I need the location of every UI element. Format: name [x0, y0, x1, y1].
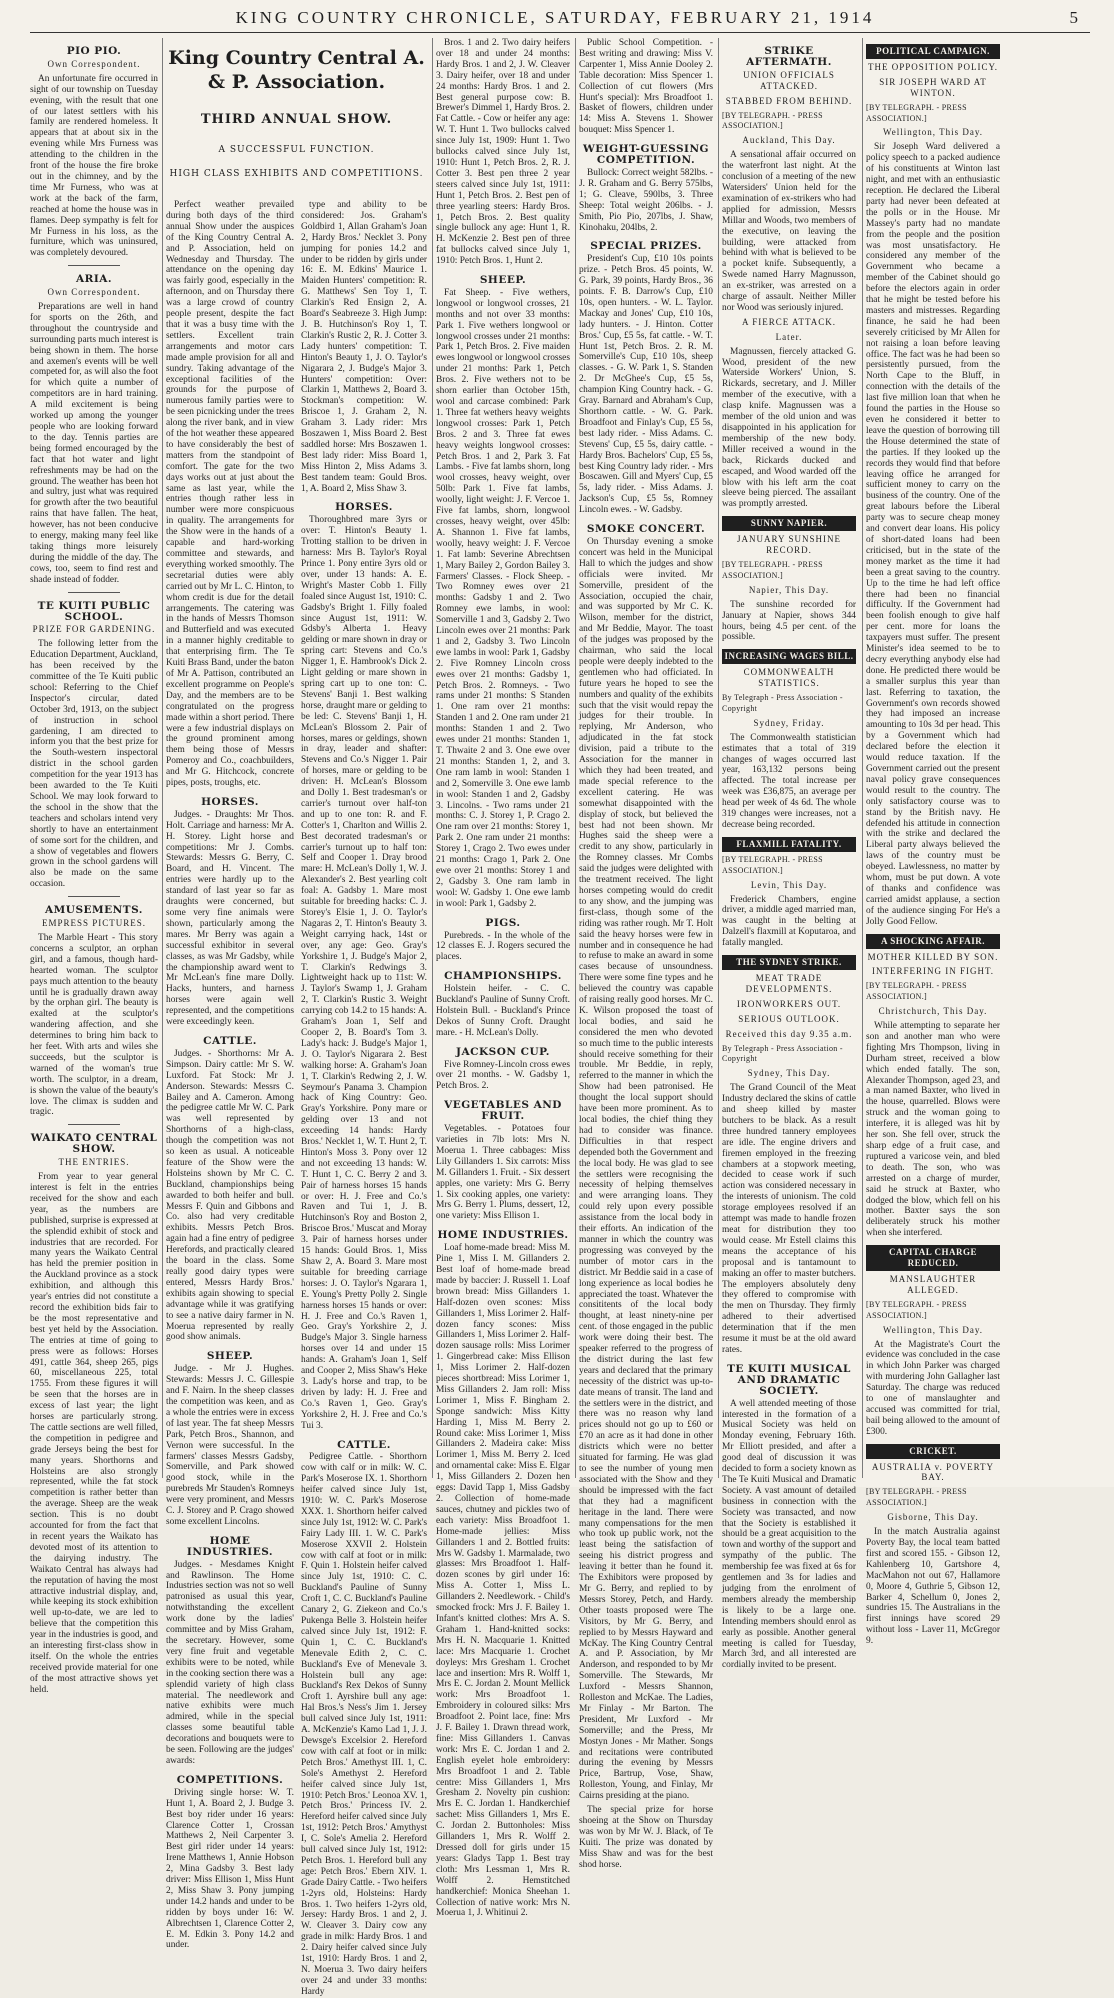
show-report-title: King Country Central A. & P. Association.: [168, 47, 425, 93]
section-heading: HORSES.: [201, 795, 259, 808]
article-text: The following letter from the Education Department, Auckland, has been received by the committee of the Te Kuiti public school: Referring to the Chief Inspector's circular, dated October 3rd, 1913, on the subject of instruction in school gardening, I am directed to inform you that the best prize for the South-western inspectoral district in the school garden competition for the year 1913 has been awarded to the Te Kuiti School. We may look forward to the school in the show that the teachers and scholars intend very shortly to have an entertainment of some sort for the children, and a show of vegetables and flowers grown in the school gardens will also be made on the same occasion.: [30, 639, 158, 890]
article-text: Judges. - Mesdames Knight and Rawlinson. The Home Industries section was not so well patronised as usual this year, notwithstanding the excellent work done by the ladies' committee and by Miss Graham, the secretary. However, some very fine fruit and vegetable exhibits were to be noted, while in the cooking section there was a splendid variety of high class material. The needlework and native exhibits were much admired, while in the special classes some beautiful table decorations and bouquets were to be seen. Following are the judges' awards:: [166, 1559, 294, 1766]
article-text: Frederick Chambers, engine driver, a middle aged married man, was caught in the belting at Dalzell's flaxmill at Koputaroa, and fatally mangled.: [722, 894, 856, 949]
article-text: Judge. - Mr J. Hughes. Stewards: Messrs J. C. Gillespie and F. Nairn. In the sheep classes the competition was keen, and as a whole the entries were in excess of last year. The fat sheep Messrs Park, Petch Bros., Shannon, and Vernon were successful. In the farmers' classes Messrs Gadsby, Somerville, and Park showed good stock, while in the purebreds Mr Stauden's Romneys were very prominent, and Messrs C. J. Storey and P. Crago showed some excellent Lincolns.: [166, 1364, 294, 1527]
section-heading: WEIGHT-GUESSING COMPETITION.: [582, 143, 710, 167]
byline: Own Correspondent.: [47, 287, 141, 298]
dateline: Gisborne, This Day.: [887, 1512, 979, 1523]
subheadline: IRONWORKERS OUT.: [736, 998, 842, 1009]
divider: [68, 896, 119, 897]
headline-strike: STRIKE AFTERMATH.: [746, 45, 832, 68]
byline: By Telegraph - Press Association - Copyright: [722, 1043, 843, 1064]
section-heading: SHEEP.: [479, 274, 527, 287]
divider: [68, 592, 119, 593]
column-1: [30, 38, 158, 1695]
byline: [BY TELEGRAPH. - PRESS ASSOCIATION.]: [866, 981, 967, 1002]
article-text: type and ability to be considered: Jos. Graham's Goldbird 1, Allan Graham's Joan 2, Hardy Bros.' Necklet 3. Pony jumping for ponies 14.2 and under to be ridden by girls under 16: E. M. Edkins' Maurice 1. Maiden Hunters' competition: R. G. Matthews' Sen Toy 1, T. Clarkin's Red Ensign 2, A. Board's Seabreeze 3. High Jump: J. B. Hutchinson's Roy 1, T. Clarkin's Rustic 2, R. J. Cotter 3. Lady hunters' competition: T. Hinton's Beauty 1, J. O. Taylor's Nigarara 2, J. Budge's Major 3. Hunters' competition: Over: Clarkin 1, Matthews 2, Board 3. Stockman's competition: W. Briscoe 1, J. Graham 2, N. Graham 3. Lady rider: Mrs Boszawen 1, Miss Board 2. Best saddled horse: Mrs Boszawen 1. Best lady rider: Miss Board 1, Miss Hinton 2, Miss Adams 3. Best tandem team: Gould Bros. 1, A. Board 2, Miss Shaw 3.: [301, 200, 427, 494]
byline: [BY TELEGRAPH. - PRESS ASSOCIATION.]: [866, 102, 967, 123]
dateline: Received this day 9.35 a.m.: [725, 1028, 853, 1039]
article-text: Purebreds. - In the whole of the 12 classes E. J. Rogers secured the places.: [436, 930, 570, 963]
article-text: Judges. - Draughts: Mr Thos. Holt. Carriage and harness: Mr A. H. Storey. Light horse and competitions: Mr J. Combs. Stewards: Messrs G. Berry, C. Board, and H. Vincent. The entries were hardly up to the standard of last year so far as draughts were concerned, but some very fine animals were shown, particularly among the mares. Mr Berry was again a successful exhibitor in several classes, as was Mr Gadsby, while the championship award went to Mr McLean's fine mare Dolly. Hacks, hunters, and harness horses were again well represented, and the competitions were exceedingly keen.: [166, 809, 294, 1028]
article-text: Loaf home-made bread: Miss M. Pine 1, Miss I. M. Gillanders 2. Best loaf of home-made bread made by baccier: J. Russell 1. Loaf brown bread: Miss Gillanders 1. Half-dozen oven scones: Miss Gillanders 1, Miss Lorimer 2. Half-dozen fancy scones: Miss Gillanders 1, Miss Lorimer 2. Half-dozen sausage rolls: Miss Lorimer 1. Gingerbread cake: Miss Ellison 1, Miss Lorimer 2. Half-dozen pieces shortbread: Miss Lorimer 1, Miss Gillanders 2. Jam roll: Miss Lorimer 1, Miss F. Bingham 2. Sponge sandwich: Miss Kitty Harding 1, Miss M. Berry 2. Round cake: Miss Lorimer 1, Miss Gillanders 2. Madeira cake: Miss Lorimer 1, Miss M. Berry 2. Iced and ornamental cake: Miss E. Elgar 1, Miss Gillanders 2. Dozen hen eggs: David Tapp 1, Miss Gadsby 2. Collection of home-made sauces, chutney and pickles two of each variety: Miss Broadfoot 1. Home-made jellies: Miss Gillanders 1 and 2. Bottled fruits: Mrs W. Gadsby 1. Marmalade, two glasses: Mrs Broadfoot 1. Half-dozen scones by girl under 16: Miss A. Cotter 1, Miss L. Gillanders 2. Needlework. - Child's smocked frock: Mrs J. F. Bailey 1. Infant's knitted clothes: Mrs A. S. Graham 1. Hand-knitted socks: Mrs H. N. Macquarie 1. Knitted lace: Mrs Macquarie 1. Crochet doyleys: Mrs Gresham 1. Crochet lace and insertion: Mrs R. Wolff 1, Mrs E. C. Jordan 2. Mount Mellick work: Mrs Broadfoot 1. Embroidery in coloured silks: Mrs Broadfoot 2. Point lace, fine: Mrs J. F. Bailey 1. Drawn thread work, fine: Miss Gillanders 1. Canvas work: Mrs E. C. Jordan 1 and 2. English eyelet hole embroidery: Mrs Broadfoot 1 and 2. Table centre: Miss Gillanders 1, Mrs Gresham 2. Novelty pin cushion: Mrs E. C. Jordan 1. Handkerchief sachet: Miss Gillanders 1, Mrs E. C. Jordan 2. Buttonholes: Miss Gillanders 1, Mrs R. Wolff 2. Dressed doll for girls under 15 years: Gladys Tapp 1. Best tray cloth: Mrs Lessman 1, Mrs R. Wolff 2. Hemstitched handkerchief: Monica Sheehan 1. Collection of native work: Mrs N. Moerua 1, J. Whitinui 2.: [436, 1243, 570, 1919]
article-text: An unfortunate fire occurred in sight of our township on Tuesday evening, with the result that one of our latest settlers with his family are rendered homeless. It appears that at about six in the evening while Mrs Furness was attending to the children in the front of the house the fire broke out in the chimney, and by the time Mr Furness, who was at work at the back of the farm, reached at home the house was in flames. Deep sympathy is felt for Mr Furness in his loss, as the furniture, which was uninsured, was completely devoured.: [30, 73, 158, 259]
dateline: Napier, This Day.: [748, 584, 830, 595]
column-5: [579, 38, 713, 1870]
byline: [BY TELEGRAPH. - PRESS ASSOCIATION.]: [866, 1299, 967, 1320]
article-text: On Thursday evening a smoke concert was held in the Municipal Hall to which the judges and show officials were invited. Mr Somerville, president of the Association, occupied the chair, and was supported by Mr C. K. Wilson, member for the district, and Mr Beddie, Mayor. The toast of the judges was proposed by the chairman, who said the local people were deeply indebted to the gentlemen who had officiated. In future years he hoped to see the numbers and quality of the exhibits such that the visit would repay the judges for their trouble. In replying, Mr Anderson, who adjudicated in the fat stock division, paid a tribute to the Association for the manner in which they had been treated, and made special reference to the excellent catering. He was somewhat disappointed with the display of stock, but believed the best had not been shown. Mr Hughes said the sheep were a credit to any show, particularly in the Romney classes. Mr Combs said the judges were delighted with the treatment received. The light horses competing would do credit to any show, and the jumping was first-class, though some of the riding was rather rough. Mr T. Holt said the heavy horses were few in number and in consequence he had to refuse to make an award in some cases because of unsoundness. There were some fine types and he believed the country was capable of raising really good horses. Mr C. K. Wilson proposed the toast of local bodies, and said he considered the men who devoted so much time to the public interests should receive something for their trouble. Mr Beddie, in reply, referred to the manner in which the Show had been patronised. He thought the local support should have been more prominent. As to local bodies, the chief thing they had to consider was finance. Difficulties in that respect depended both the Government and the local body. He was glad to see the settlers were recognising the necessity of helping themselves and were arranging loans. They could rely upon every possible assistance from the local body in their efforts. An indication of the manner in which the country was progressing was conveyed by the number of motor cars in the district. Mr Beddie said in a case of long experience as local bodies he appreciated the toast. Whatever the consititents of the local body thought, at least ninety-nine per cent. of those engaged in the public work were doing their best. The speaker referred to the progress of the district during the last few years and declared that the primary necessity of the district was up-to-date means of transit. The land and the settlers were in the district, and there was no reason why land prices should not go up to £60 or £70 an acre as it had done in other districts which were no better situated for farming. He was glad to see the number of young men associated with the Show and they should be impressed with the fact that they had a magnificent heritage in the land. There were many compensations for the men who took up public work, not the least being the satisfaction of seeing his district progress and leaving it better than he found it. The Exhibitors were proposed by Mr G. Berry, and replied to by Messrs Storey, Petch, and Hardy. Other toasts proposed were The Visitors, by Mr G. Berry, and replied to by Messrs Hayward and McKay. The King Country Central A. and P. Association, by Mr Anderson, and responded to by Mr Somerville. The Stewards, Mr Luxford - Messrs Shannon, Rolleston and McKae. The Ladies, Mr Finlay - Mr Barton. The President, Mr Luxford - Mr Somerville; and the Press, Mr Mostyn Jones - Mr Mather. Songs and recitations were contributed during the evening by Messrs Price, Bartrup, Vose, Shaw, Rolleston, Young, and Finlay, Mr Cairns presiding at the piano.: [579, 536, 713, 1802]
headline-capital-charge: CAPITAL CHARGE REDUCED.: [866, 1245, 1000, 1271]
section-heading: HOME INDUSTRIES.: [437, 1229, 569, 1242]
divider: [68, 1124, 119, 1125]
column-2: [166, 200, 294, 1951]
subheadline: INTERFERING IN FIGHT.: [871, 966, 995, 977]
dateline: Christchurch, This Day.: [878, 1006, 988, 1017]
headline-wages: INCREASING WAGES BILL.: [722, 649, 856, 664]
section-heading: HOME INDUSTRIES.: [186, 1534, 274, 1558]
masthead-title: KING COUNTRY CHRONICLE, SATURDAY, FEBRUARY 21, 1914: [235, 8, 875, 27]
article-text: A well attended meeting of those interested in the formation of a Musical Society was held on Monday evening, February 16th. Mr Elliott presided, and after a good deal of discussion it was decided to form a society known as The Te Kuiti Musical and Dramatic Society. A vast amount of detailed business in connection with the Society was transacted, and now that the Society is established it should be a great acquisition to the town and worthy of the support and sympathy of the public. The membership fee was fixed at 6s for gentlemen and 3s for ladies and judging from the enrolment of members already the membership is likely to be a large one. Intending members should enrol as early as possible. Another general meeting is called for Tuesday, March 3rd, and all interested are cordially invited to be present.: [722, 1398, 856, 1671]
article-text: Thoroughbred mare 3yrs or over: T. Hinton's Beauty 1. Trotting stallion to be driven in harness: Mrs B. Taylor's Royal Prince 1. Pony entire 3yrs old or over, under 13 hands: A. E. Wright's Master Cobb 1. Filly foaled since August 1st, 1910: C. Gadsby's Bright 1. Filly foaled since August 1st, 1911: W. Gdsby's Alberta 1. Heavy gelding or mare shown in dray or spring cart: Stevens and Co.'s Nigger 1, E. Hambrook's Dick 2. Light gelding or mare shown in spring cart up to one ton: C. Stevens' Banji 1. Best walking horse, draught mare or gelding to be led: C. Stevens' Banji 1, H. McLean's Blossom 2. Pair of horses, mares or geldings, shown in dray, leader and shafter: Stevens and Co.'s Nigger 1. Pair of horses, mare or gelding to be driven: H. McLean's Blossom and Dolly 1. Best tradesman's or carrier's turnout over half-ton and up to one ton: R. and F. Cotter's 1, Charlton and Willis 2. Best decorated tradesman's or carrier's turnout up to half ton: Self and Cooper 1. Dray brood mare: H. McLean's Dolly 1, W. J. Alexander's 2. Best yearling colt foal: A. Gadsby 1. Mare most suitable for breeding hacks: C. J. Storey's Elsie 1, J. O. Taylor's Nagaras 2, T. Hinton's Beauty 3. Weight carrying hack, 14st or over, any age: Geo. Gray's Yorkshire 1, J. Budge's Major 2, T. Clarkin's Redwings 3. Lightweight hack up to 11st: W. J. Taylor's Swamp 1, J. Graham 2, T. Clarkin's Rustic 3. Weight carrying cob 14.2 to 15 hands: A. Graham's Joan 1, Self and Cooper 2, B. Board's Tom 3. Lady's hack: J. Budge's Major 1, J. O. Taylor's Nigarara 2. Best walking horse: A. Graham's Joan 1, T. Clarkin's Redwing 2, J. W. Seymour's Panama 3. Champion hack of King Country: Geo. Gray's Yorkshire. Pony mare or gelding over 13 and not exceeding 14 hands: Hardy Bros.' Necklet 1, W. T. Hunt 2, T. Hinton's Moss 3. Pony over 12 and not exceeding 13 hands: W. T. Hunt 1, C. C. Berry 2 and 3. Pair of harness horses 15 hands or over: H. J. Free and Co.'s Raven and Tui 1, J. B. Hutchinson's Roy and Boston 2, Briscoe Bros.' Muscat and Moray 3. Pair of harness horses under 15 hands: Gould Bros. 1, Miss Shaw 2, A. Board 3. Mare most suitable for breeding carriage horses: J. O. Taylor's Ngarara 1, E. Young's Pretty Polly 2. Single harness horses 15 hands or over: H. J. Free and Co.'s Raven 1, Geo. Gray's Yorkshire 2, J. Budge's Major 3. Single harness horses over 14 and under 15 hands: A. Graham's Joan 1, Self and Cooper 2, Miss Shaw's Heke 3. Lady's horse and trap, to be driven by lady: H. J. Free and Co.'s Raven 1, Geo. Gray's Yorkshire 2, H. J. Free and Co.'s Tui 3.: [301, 515, 427, 1431]
subheadline: JANUARY SUNSHINE RECORD.: [737, 534, 841, 556]
column-7: [866, 38, 1000, 1647]
column-divider: [432, 38, 433, 1478]
article-text: From year to year general interest is felt in the entries received for the show and each year, as the numbers are published, surprise is expressed at the splendid exhibit of stock and industries that are recorded. For many years the Waikato Central has held the premier position in the Auckland province as a stock exhibition, and although this year's entries did not constitute a record the exhibition bids fair to be the most representative and best yet held by the Association. The entries at time of going to press were as follows: Horses 491, cattle 364, sheep 265, pigs 60, miscellaneous 225, total 1755. From these figures it will be seen that the horses are in excess of last year; the light horses are particularly strong. The cattle sections are well filled, the competition in pedigree and grade Jerseys being the best for many years. Shorthorns and Holsteins are also strongly represented, while the fat stock competition is rather better than the average. Sheep are the weak section. This is no doubt accounted for from the fact that in recent years the Waikato has devoted most of its attention to the dairying industry. The Waikato Central has always had the reputation of having the most attractive industrial display, and, while keeping its stock exhibition well up-to-date, we are led to believe that the competition this year in the industries is good, and an interesting first-class show in itself. On the whole the entries received provide material for one of the most attractive shows yet held.: [30, 1172, 158, 1695]
section-heading: COMPETITIONS.: [176, 1773, 284, 1786]
masthead-rule: [30, 32, 1090, 33]
divider: [68, 265, 119, 266]
section-heading: CATTLE.: [203, 1034, 257, 1047]
show-report-deck: HIGH CLASS EXHIBITS AND COMPETITIONS.: [169, 169, 424, 179]
section-heading: JACKSON CUP.: [456, 1045, 550, 1058]
dateline: Sydney, Friday.: [753, 717, 825, 728]
byline: Own Correspondent.: [47, 58, 141, 69]
subheadline: A FIERCE ATTACK.: [741, 316, 837, 327]
headline-political: POLITICAL CAMPAIGN.: [866, 44, 1000, 59]
section-heading: HORSES.: [335, 501, 393, 514]
page-number: 5: [1069, 8, 1078, 27]
headline-pio-pio: PIO PIO.: [66, 45, 122, 57]
section-heading: CHAMPIONSHIPS.: [444, 970, 562, 983]
headline-school: TE KUITI PUBLIC SCHOOL.: [37, 599, 151, 623]
headline-waikato: WAIKATO CENTRAL SHOW.: [30, 1132, 158, 1156]
headline-sydney-strike: THE SYDNEY STRIKE.: [722, 955, 856, 970]
section-heading: SMOKE CONCERT.: [586, 523, 706, 536]
subheadline: MEAT TRADE DEVELOPMENTS.: [745, 972, 833, 994]
byline: [BY TELEGRAPH. - PRESS ASSOCIATION.]: [722, 110, 823, 131]
headline-cricket: CRICKET.: [866, 1444, 1000, 1459]
column-divider: [162, 38, 163, 1478]
dateline: Wellington, This Day.: [882, 1324, 984, 1335]
article-text: Driving single horse: W. T. Hunt 1, A. Board 2, J. Budge 3. Best boy rider under 16 years: Clarence Cotter 1, Crossan Matthews 2, Neil Carpenter 3. Best girl rider under 14 years: Irene Matthews 1, Annie Hobson 2, Mina Gadsby 3. Best lady driver: Miss Ellison 1, Miss Hunt 2, Miss Shaw 3. Pony jumping under 14.2 hands and under to be ridden by boys under 16: W. Albrechtsen 1, Clarence Cotter 2, E. M. Edkin 3. Pony 14.2 and under.: [166, 1787, 294, 1951]
subheadline: UNION OFFICIALS ATTACKED.: [743, 69, 835, 91]
article-text: Bros. 1 and 2. Two dairy heifers over 18 and under 24 months: Hardy Bros. 1 and 2, J. W. Cleaver 3. Dairy heifer, over 18 and under 24 months: Hardy Bros. 1 and 2. Best general purpose cow: B. Brewer's Dimmel 1, Hardy Bros. 2. Fat Cattle. - Cow or heifer any age: W. T. Hunt 1. Two bullocks calved since July 1st, 1909: Hunt 1. Two bullocks calved since July 1st, 1910: Hunt 1, Petch Bros. 2, R. J. Cotter 3. Best pen three 2 year steers calved since July 1st, 1911: Hunt 1, Petch Bros. 2. Best pen of three yearling steers: Hardy Bros. 1, Petch Bros. 2. Best quality single bullock any age: Hunt 1, R. H. McKenzie 2. Best pen of three fat bullocks calved since July 1, 1910: Petch Bros. 1, Hunt 2.: [436, 38, 570, 267]
byline: [BY TELEGRAPH. - PRESS ASSOCIATION.]: [866, 1487, 967, 1508]
article-text: The Marble Heart - This story concerns a sculptor, an orphan girl, and a famous, though hard-hearted woman. The sculptor pays much attention to the beauty until he is gradually drawn away by the orphan girl. The beauty is exalted at the sculptor's wandering affection, and she determines to bring him back to her feet. With arts and wiles she succeeds, but the sculptor is warned of the woman's true worth. The sculptor, in a dream, is shown the value of the beauty's love. The climax is sudden and tragic.: [30, 932, 158, 1118]
article-text: While attempting to separate her son and another man who were fighting Mrs Thompson, living in Durham street, received a blow which ended fatally. The son, Alexander Thompson, aged 23, and a man named Baxter, who lived in the house, quarrelled. Blows were struck and the woman going to interfere, it is alleged was hit by her son. She fell over, struck the sharp edge of a fruit case, and ruptured a varicose vein, and bled to death. The son, who was arrested on a charge of murder, said he struck at Baxter, who dodged the blow, which fell on his mother. Baxter says the son deliberately struck his mother when she interfered.: [866, 1021, 1000, 1239]
section-heading: PIGS.: [485, 916, 521, 929]
section-heading: CATTLE.: [337, 1438, 391, 1451]
article-text: Sir Joseph Ward delivered a policy speech to a packed audience of his constituents at Winton last night, and met with an enthusiastic reception. He declared the Liberal party had never been defeated at the polls or in the House. Mr Massey's party had no mandate from the people and the position was most unsatisfactory. He considered any member of the Government who became a member of the Cabinet should go before the electors again in order that he might be tested before his masters and mistresses. Regarding finance, he said he had been severely criticised by Mr Allen for not raising a loan before leaving office. The fact was he had been so persistently pursued, from the North Cape to the Bluff, in connection with the details of the last five million loan that when he found the parties in the House so even he considered it better to leave the question of borrowing till the House determined the state of the parties. If they looked up the records they would find that before leaving office he arranged for sufficient money to carry on the business of the country. One of the great labours before the Liberal party was to secure cheap money and convert dear loans. His policy of short-dated loans had been criticised, but in the state of the money market as the time it had been a great saving to the country. Up to the time he had left office there had been no financial difficulty. If the Government had been foolish enough to give half per cent. more for loans the taxpayers must suffer. The present Minister's idea seemed to be to decry everything anybody else had done. He predicted there would be a smaller surplus this year than last. Referring to taxation, the Government's own records showed they had imposed an increase amounting to 10s 3d per head. This by a Government which had declared before the election it would reduce taxation. If the Government carried out the present naval policy grave consequences would result to the country. The only satisfactory course was to stand by the British navy. He defended his attitude in connection with the strike and declared the Liberal party always believed the laws of the country must be obeyed. Lawlessness, no matter by whom, must be put down. A vote of thanks and confidence was carried amidst applause, a section of the audience singing For He's a Jolly Good Fellow.: [866, 142, 1000, 927]
article-text: Judges. - Shorthorns: Mr A. Simpson. Dairy cattle: Mr S. W. Luxford. Fat Stock: Mr J. Anderson. Stewards: Messrs C. Bailey and A. Cameron. Among the pedigree cattle Mr W. C. Park was well represented by Shorthorns of a high-class, though the competition was not so keen as usual. A noticeable feature of the Show were the Holsteins shown by Mr C. C. Buckland, championships being awarded to both heifer and bull. Messrs F. Quin and Gibbons and Co. also had very creditable exhibits. Messrs Petch Bros. again had a fine entry of pedigree Herefords, and practically cleared the board in the class. Some really good dairy types were entered, Messrs Hardy Bros.' exhibits again showing to special advantage while it was gratifying to see a native dairy farmer in N. Moerua represented by really good show animals.: [166, 1048, 294, 1343]
dateline: Levin, This Day.: [750, 879, 828, 890]
subheadline: EMPRESS PICTURES.: [41, 918, 147, 929]
column-divider: [862, 38, 863, 1478]
show-report-subtitle: THIRD ANNUAL SHOW.: [200, 112, 393, 127]
subheadline: SIR JOSEPH WARD AT WINTON.: [879, 76, 987, 98]
headline-aria: ARIA.: [75, 273, 113, 286]
article-text: Pedigree Cattle. - Shorthorn cow with calf or in milk: W. C. Park's Moserose IX. 1. Shorthorn heifer calved since July 1st, 1910: W. C. Park's Moserose XXX. 1. Shorthorn heifer calved since July 1st, 1912: W. C. Park's Fairy Lady III. 1. W. C. Park's Moserose XXVII 2. Holstein cow with calf at foot or in milk: F. Quin 1. Holstein heifer calved since July 1st, 1910: C. C. Buckland's Pauline of Sunny Croft 1, C. C. Buckland's Pauline Canary 2, G. Ziekeon and Co.'s Pukenga Belle 3. Holstein heifer calved since July 1st, 1912: F. Quin 1, C. C. Buckland's Menevale Edith 2, C. C. Buckland's Eve of Menevale 3. Holstein bull any age: Buckland's Rex Dekos of Sunny Croft 1. Ayrshire bull any age: Hal Bros.'s Ness's Jim 1. Jersey bull calved since July 1st, 1911: A. McKenzie's Kamo Lad 1, J. J. Dewsge's Excelsior 2. Hereford cow with calf at foot or in milk: Petch Bros.' Amethyst III. 1, C. Sole's Amethyst 2. Hereford heifer calved since July 1st, 1910: Petch Bros.' Leonoa XV. 1, Petch Bros.' Princess IV. 2. Hereford heifer calved since July 1st, 1912: Petch Bros.' Amythyst I, C. Sole's Amelia 2. Hereford bull calved since July 1st, 1912: Petch Bros. 1. Hereford bull any age: Petch Bros.' Ebern XIV. 1. Grade Dairy Cattle. - Two heifers 1-2yrs old, Holsteins: Hardy Bros. 1. Two heifers 1-2yrs old, Jersey: Hardy Bros. 1 and 2, J. W. Cleaver 3. Dairy cow any grade in milk: Hardy Bros. 1 and 2. Dairy heifer calved since July 1st, 1910: Hardy Bros. 1 and 2, N. Moerua 3. Two dairy heifers over 24 and under 33 months: Hardy: [301, 1452, 427, 1997]
article-text: President's Cup, £10 10s points prize. - Petch Bros. 45 points, W. G. Park, 39 points, Hardy Bros., 36 points. F. B. Darrow's Cup, £10 10s, open hunters. - W. L. Taylor. Mackay and Jones' Cup, £10 10s, lady hunters. - J. Hinton. Cotter Bros.' Cup, £5 5s, fat cattle. - W. T. Hunt 1st, Petch Bros. 2. R. M. Somerville's Cup, £10 10s, sheep classes. - G. W. Park 1, S. Standen 2. Dr McGhee's Cup, £5 5s, champion King Country hack. - G. Gray. Barnard and Abraham's Cup, Shorthorn cattle. - W. G. Park. Broadfoot and Finlay's Cup, £5 5s, best lady rider. - Miss Adams. C. Stevens' Cup, £5 5s, dairy cattle. - Hardy Bros. Bachelors' Cup, £5 5s, best King Country lady rider. - Mrs Boscawen. Gill and Myers' Cup, £5 5s, lady rider. - Miss Adams. J. Jackson's Cup, £5 5s, Romney Lincoln ewes. - W. Gadsby.: [579, 254, 713, 516]
dateline: Wellington, This Day.: [882, 127, 984, 138]
section-heading: SPECIAL PRIZES.: [590, 240, 702, 253]
headline-napier: SUNNY NAPIER.: [722, 516, 856, 531]
subheadline: AUSTRALIA v. POVERTY BAY.: [871, 1461, 995, 1483]
byline: By Telegraph - Press Association - Copyright: [722, 693, 843, 713]
article-text: The Commonwealth statistician estimates that a total of 319 changes of wages occurred last year, 163,132 persons being affected. The total increase per week was £36,875, an average per head per week of 4s 6d. The whole 319 changes were increases, not a decrease being recorded.: [722, 732, 856, 830]
subheadline: PRIZE FOR GARDENING.: [32, 624, 156, 635]
column-divider: [575, 38, 576, 1478]
headline-musical-society: TE KUITI MUSICAL AND DRAMATIC SOCIETY.: [727, 1362, 851, 1397]
headline-flaxmill: FLAXMILL FATALITY.: [722, 837, 856, 852]
article-text: The Grand Council of the Meat Industry declared the skins of cattle and sheep killed by master butchers to be black. As a result three hundred tannery employees are idle. The engine drivers and firemen employed in the freezing chambers at a stopwork meeting, decided to cease work if such action was considered necessary in the interests of unionism. The cold storage employees resolved if an attempt was made to handle frozen meat for distribution they too would cease. Mr Estell claims this means the acceptance of his proposal and is tantamount to making an offer to master butchers. The employers absolutely deny they offered to compromise with the men on Thursday. They firmly adhered to their advertised determination that if the men resume it must be at the old award rates.: [722, 1083, 856, 1355]
subheadline: THE OPPOSITION POLICY.: [867, 61, 999, 72]
dateline: Sydney, This Day.: [747, 1068, 831, 1079]
masthead: [30, 6, 1114, 34]
headline-shocking-affair: A SHOCKING AFFAIR.: [866, 934, 1000, 949]
subheadline: MOTHER KILLED BY SON.: [867, 951, 999, 962]
subheadline: STABBED FROM BEHIND.: [725, 95, 853, 106]
article-text: A sensational affair occurred on the waterfront last night. At the conclusion of a meeting of the new Watersiders' Union held for the examination of ex-strikers who had applied for admission, Messrs Millar and Woods, two members of the executive, on leaving the building, were attacked from behind with what is believed to be a pocket knife. Subsequently, a Swede named Harry Magnusson, an ex-striker, was arrested on a charge of assault. Neither Miller nor Wood was seriously injured.: [722, 150, 856, 313]
subheadline: MANSLAUGHTER ALLEGED.: [889, 1273, 977, 1295]
article-text: Five Romney-Lincoln cross ewes over 21 months. - W. Gadsby 1, Petch Bros. 2.: [436, 1059, 570, 1092]
byline: [BY TELEGRAPH. - PRESS ASSOCIATION.]: [722, 559, 823, 580]
show-report-header: [166, 38, 427, 193]
column-4: [436, 38, 570, 1919]
column-3: [301, 200, 427, 1997]
subheadline: COMMONWEALTH STATISTICS.: [743, 667, 835, 689]
byline: [BY TELEGRAPH. - PRESS ASSOCIATION.]: [722, 854, 823, 875]
dateline: Auckland, This Day.: [742, 135, 836, 146]
article-text: In the match Australia against Poverty Bay, the local team batted first and scored 155. - Gibson 12, Kahlenberg 10, Gartshore 4, MacMahon not out 67, Hallamore 0, Moore 4, Guthrie 5, Gibson 12, Barker 4, Schellum 0, Jones 2, sundries 15. The Australians in the first innings have scored 29 without loss - Laver 11, McGregor 9.: [866, 1527, 1000, 1647]
article-text: The sunshine recorded for January at Napier, shows 344 hours, being 4.5 per cent. of the possible.: [722, 599, 856, 643]
subheadline: SERIOUS OUTLOOK.: [738, 1013, 840, 1024]
subheadline: THE ENTRIES.: [58, 1157, 130, 1168]
show-report-deck: A SUCCESSFUL FUNCTION.: [218, 145, 375, 155]
article-text: Preparations are well in hand for sports on the 26th, and throughout the countryside and surrounding parts much interest is being shown in them. The horse and axemen's events will be well competed for, as will also the foot for which quite a number of competitors are in hard training. A mild excitement is being worked up among the younger people who are looking forward to the day. Tennis parties are being formed encouraged by the fact that hot water and light refreshments may be had on the ground. The weather has been hot and sultry, just what was required for growth after the two beautiful rains that have fallen. The heat, however, has not been conducive to energy, making many feel like taking things more leisurely during the middle of the day. The cows, too, seem to find rest and shade instead of fodder.: [30, 302, 158, 585]
article-text: Fat Sheep. - Five wethers, longwool or longwool crosses, 21 months and not over 33 months: Park 1. Five wethers longwool or longwool crosses under 21 months: Park 1, Petch Bros. 2. Five maiden ewes longwool or longwool crosses under 21 months: Park 1, Petch Bros. 2. Five wethers not to be shorn earlier than October 15th, wool and carcase combined: Park 1. Three fat wethers heavy weights longwool crosses: Park 1, Petch Bros. 2 and 3. Three fat ewes heavy weights longwool crosses: Petch Bros. 1 and 2, Park 3. Fat Lambs. - Five fat lambs shorn, long wool crosses, heavy weight, over 50lb: Park 1. Five fat lambs, woolly, light weight: J. F. Vercoe 1. Five fat lambs, shorn, longwool crosses, heavy weight, over 45lb: A. Shannon 1. Five fat lambs, woolly, heavy weight: J. F. Vercoe 1. Fat lamb: Severine Abrechtsen 1, Mary Bailey 2, Gordon Bailey 3. Farmers' Classes. - Flock Sheep. - Two Romney ewes over 21 months: Gadsby 1 and 2. Two Romney ewe lambs, in wool: Somerville 1 and 3, Gadsby 2. Two Lincoln ewes over 21 months: Park 1 and 2, Gadsby 3. Two Lincoln ewe lambs in wool: Park 1, Gadsby 2. Five Romney Lincoln cross ewes over 21 months: Gadsby 1, Petch Bros. 2. Romneys. - Two rams under 21 months: S Standen 1. One ram over 21 months: Standen 1 and 2. One ram under 21 months: Standen 1 and 2. Two ewes under 21 months: Standen 1, T. Thwaite 2 and 3. One ewe over 21 months: Standen 1, 2, and 3. One ram lamb in wool: Standen 1 and 2, Somerville 3. One ewe lamb in wool: Standen 1 and 2, Gadsby 3. Lincolns. - Two rams under 21 months: C. J. Storey 1, P. Crago 2. One ram over 21 months: Storey 1, Park 2. One ram under 21 months: Storey 1, Crago 2. Two ewes under 21 months: Crago 1, Park 2. One ewe over 21 months: Storey 1 and 2, Gadsby 3. One ram lamb in wool: W. Gadsby 1. One ewe lamb in wool: Park 1, Gadsby 2.: [436, 287, 570, 909]
article-text: Public School Competition. - Best writing and drawing: Miss V. Carpenter 1, Miss Annie Dooley 2. Table decoration: Miss Spencer 1. Collection of cut flowers (Mrs Hunt's special): Mrs Broadfoot 1. Basket of flowers, children under 14: Miss A. Stevens 1. Shower bouquet: Miss Spencer 1.: [579, 38, 713, 136]
article-text: Bullock: Correct weight 582lbs. - J. R. Graham and G. Berry 575lbs, 1; G. Cleave, 590lbs, 3. Three Sheep: Total weight 206lbs. - J. Smith, Pio Pio, 207lbs, J. Shaw, Kinohaku, 204lbs, 2.: [579, 167, 713, 233]
article-text: The special prize for horse shoeing at the Show on Thursday was won by Mr W. J. Black, of Te Kuiti. The prize was donated by Miss Shaw and was for the best shod horse.: [579, 1805, 713, 1870]
column-divider: [718, 38, 719, 1478]
article-text: Holstein heifer. - C. C. Buckland's Pauline of Sunny Croft. Holstein Bull. - Buckland's Prince Dekos of Sunny Croft. Draught mare. - H. McLean's Dolly.: [436, 984, 570, 1038]
section-heading: SHEEP.: [206, 1350, 254, 1363]
column-6: [722, 38, 856, 1671]
section-heading: VEGETABLES AND FRUIT.: [444, 1099, 562, 1123]
article-text: At the Magistrate's Court the evidence was concluded in the case in which John Parker was charged with murdering John Gallagher last Saturday. The charge was reduced to one of manslaughter and accused was committed for trial, bail being allowed to the amount of £300.: [866, 1339, 1000, 1437]
article-text: Vegetables. - Potatoes four varieties in 7lb lots: Mrs N. Moerua 1. Three cabbages: Miss Lily Gillanders 1. Six carrots: Miss M. Gillanders 1. Fruit. - Six dessert apples, one variety: Mrs G. Berry 1. Six cooking apples, one variety: Mrs G. Berry 1. Plums, dessert, 12, one variety: Miss Ellison 1.: [436, 1124, 570, 1222]
dateline: Later.: [775, 331, 803, 342]
article-text: Magnussen, fiercely attacked G. Wood, president of the new Waterside Workers' Union, S. Rickards, secretary, and J. Miller member of the executive, with a clasp knife. Magnussen was a member of the old union and was disappointed in his application for membership of the new body. Miller received a wound in the back, Rickards ducked and escaped, and Wood warded off the blow with his left arm the coat sleeve being pierced. The assailant was promptly arrested.: [722, 346, 856, 510]
headline-amusements: AMUSEMENTS.: [45, 904, 143, 917]
article-text: Perfect weather prevailed during both days of the third annual Show under the auspices of the King Country Central A. and P. Association, held on Wednesday and Thursday. The attendance on the opening day was fairly good, especially in the afternoon, and on Thursday there was a large crowd of country people present, despite the fact that it was a busy time with the settlers. Excellent train arrangements and motor cars made ample provision for all and sundry. Taking advantage of the exceptional facilities of the grounds for the purpose of numerous family parties were to be seen picnicking under the trees along the river bank, and in view of the hot weather these appeared to have considerably the best of matters from the standpoint of comfort. The gate for the two days works out at just about the same as last year, while the entries though rather less in number were more conspicuous in quality. The arrangements for the Show were in the hands of a capable and hard-working committee and stewards, and everything worked smoothly. The secretarial duties were ably carried out by Mr L. C. Hinton, to whom credit is due for the detail arrangements. The catering was in the hands of Messrs Thomson and Butterfield and was executed in a manner highly creditable to that enterprising firm. The Te Kuiti Brass Band, under the baton of Mr A. Pattison, contributed an excellent programme on People's Day, and the members are to be congratulated on the progress made within a short period. There were a few industrial displays on the ground prominent among them being those of Messrs Pomeroy and Co., coachbuilders, and Mr G. Hitchcock, concrete pipes, posts, troughs, etc.: [166, 200, 294, 789]
